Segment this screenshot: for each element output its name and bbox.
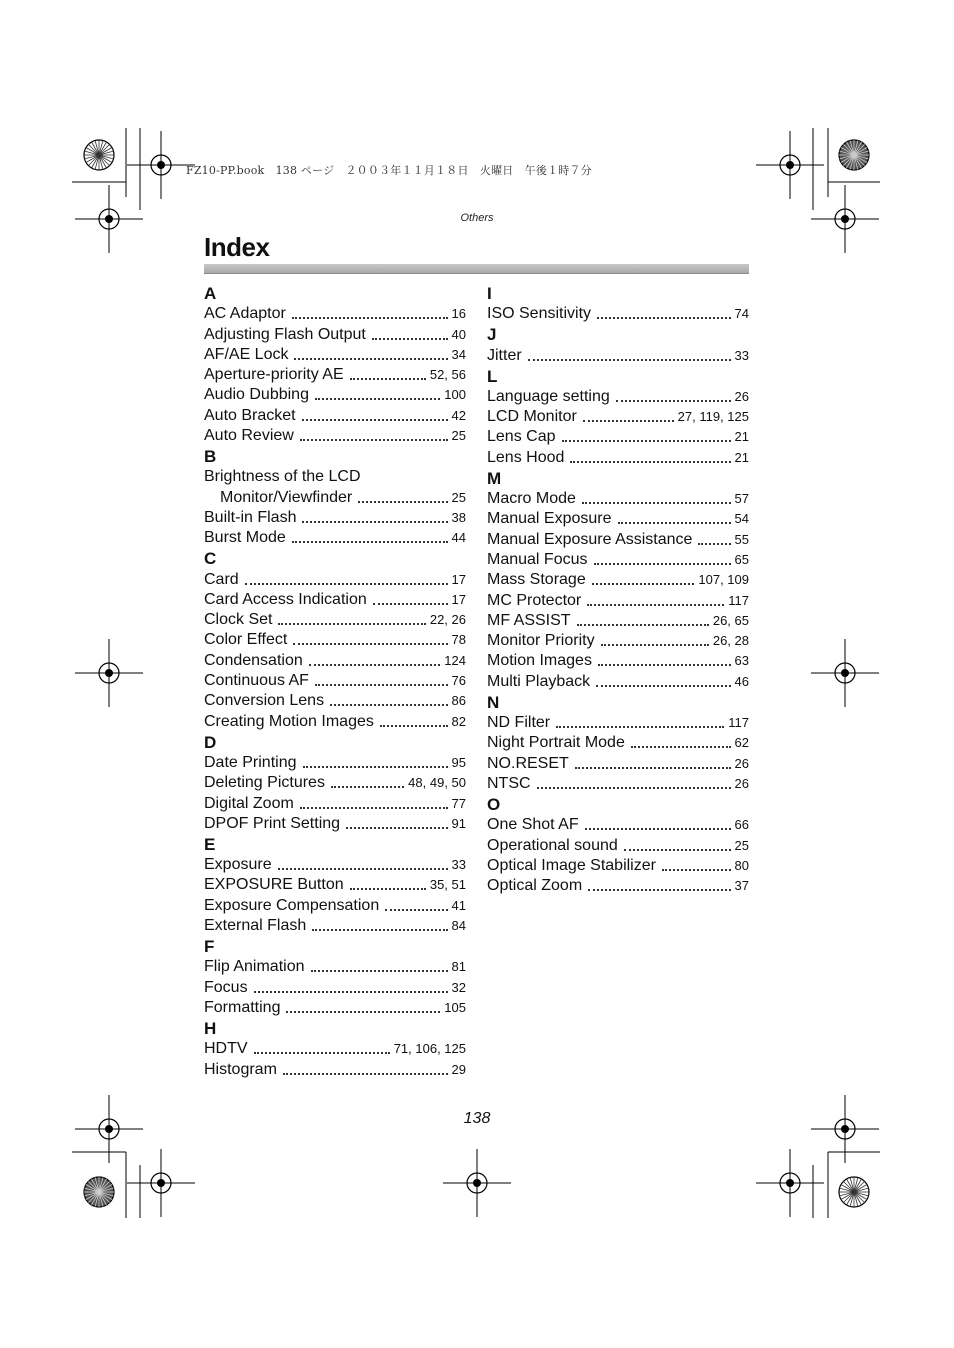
index-entry: [487, 550, 749, 570]
index-page-refs: 16: [451, 306, 466, 322]
index-entry: [487, 570, 749, 590]
dot-leader: [245, 583, 448, 585]
index-entry: [487, 713, 749, 733]
index-entry: [204, 365, 466, 385]
index-term: Optical Zoom: [487, 877, 583, 895]
dot-leader: [570, 461, 730, 463]
dot-leader: [303, 766, 448, 768]
index-page-refs: 48, 49, 50: [408, 775, 466, 791]
index-page-refs: 82: [451, 713, 466, 729]
index-letter-heading: B: [204, 447, 217, 467]
index-term: Monitor Priority: [487, 632, 595, 650]
index-page-refs: 26, 65: [712, 612, 749, 628]
index-entry: [204, 569, 466, 589]
dot-leader: [587, 604, 724, 606]
dot-leader: [254, 1052, 390, 1054]
index-page-refs: 62: [734, 735, 749, 751]
index-page-refs: 66: [734, 817, 749, 833]
index-page-refs: 105: [444, 999, 466, 1015]
index-entry: [204, 508, 466, 528]
dot-leader: [311, 970, 448, 972]
index-letter-heading: L: [487, 366, 498, 386]
index-term: NTSC: [487, 774, 531, 792]
index-page-refs: 34: [451, 346, 466, 362]
dot-leader: [286, 1011, 440, 1013]
index-term: Burst Mode: [204, 529, 286, 547]
index-entry: [487, 815, 749, 835]
index-entry: [204, 528, 466, 548]
index-entry: [204, 487, 466, 507]
index-page-refs: 65: [734, 551, 749, 567]
index-entry: [487, 489, 749, 509]
index-letter-heading: O: [487, 794, 501, 814]
color-rosette-icon: [84, 1177, 114, 1207]
index-entry: [204, 916, 466, 936]
dot-leader: [596, 685, 730, 687]
dot-leader: [330, 704, 447, 706]
index-page-refs: 71, 106, 125: [393, 1041, 466, 1057]
index-term: AC Adaptor: [204, 305, 286, 323]
dot-leader: [372, 338, 448, 340]
index-page-refs: 107, 109: [698, 572, 749, 588]
index-column-right: [487, 283, 749, 896]
dot-leader: [302, 419, 448, 421]
index-term: Conversion Lens: [204, 692, 325, 710]
index-entry: [204, 1059, 466, 1079]
index-letter-heading: H: [204, 1018, 217, 1038]
index-page-refs: 117: [728, 592, 749, 608]
dot-leader: [254, 991, 448, 993]
index-entry: [487, 611, 749, 631]
page-number: 138: [463, 1110, 491, 1127]
index-page-refs: 80: [734, 857, 749, 873]
dot-leader: [556, 726, 724, 728]
index-page-refs: 95: [451, 754, 466, 770]
dot-leader: [300, 807, 448, 809]
index-page-refs: 84: [451, 918, 466, 934]
index-entry: [204, 998, 466, 1018]
index-term: Color Effect: [204, 631, 288, 649]
dot-leader: [585, 828, 731, 830]
index-entry: [204, 650, 466, 670]
index-page-refs: 21: [734, 449, 749, 465]
index-entry: [204, 610, 466, 630]
index-term: Date Printing: [204, 753, 297, 771]
index-page-refs: 25: [734, 837, 749, 853]
index-term: Mass Storage: [487, 571, 586, 589]
dot-leader: [528, 359, 731, 361]
index-entry: [204, 467, 466, 487]
index-entry: [487, 631, 749, 651]
index-term: Aperture-priority AE: [204, 366, 344, 384]
index-entry: [487, 304, 749, 324]
index-page-refs: 26: [734, 755, 749, 771]
color-rosette-icon: [839, 140, 869, 170]
index-term: One Shot AF: [487, 816, 579, 834]
index-term: Auto Review: [204, 427, 294, 445]
index-term: External Flash: [204, 917, 307, 935]
index-page-refs: 100: [444, 387, 466, 403]
index-entry: [204, 793, 466, 813]
index-term: AF/AE Lock: [204, 345, 289, 363]
index-page-refs: 17: [451, 571, 466, 587]
index-entry: [487, 590, 749, 610]
index-entry: [487, 529, 749, 549]
index-term: Histogram: [204, 1060, 277, 1078]
dot-leader: [562, 440, 731, 442]
index-term: NO.RESET: [487, 754, 569, 772]
index-entry: [204, 324, 466, 344]
index-entry: [487, 733, 749, 753]
index-term: Built-in Flash: [204, 508, 297, 526]
index-entry: [487, 387, 749, 407]
index-page-refs: 81: [451, 959, 466, 975]
index-entry: [487, 345, 749, 365]
index-entry: [204, 385, 466, 405]
index-letter-heading: N: [487, 692, 500, 712]
index-entry: [204, 590, 466, 610]
index-term: Exposure: [204, 856, 272, 874]
index-page-refs: 55: [734, 531, 749, 547]
index-term: Formatting: [204, 998, 281, 1016]
index-letter-heading: D: [204, 732, 217, 752]
dot-leader: [592, 583, 695, 585]
index-entry: [204, 691, 466, 711]
index-term: Jitter: [487, 346, 522, 364]
dot-leader: [598, 664, 731, 666]
dot-leader: [300, 439, 448, 441]
index-page-refs: 22, 26: [429, 612, 466, 628]
color-rosette-icon: [84, 140, 114, 170]
dot-leader: [278, 623, 425, 625]
index-page-refs: 38: [451, 509, 466, 525]
index-entry: [487, 407, 749, 427]
dot-leader: [698, 543, 730, 545]
title-rule: [204, 264, 749, 274]
dot-leader: [662, 869, 731, 871]
index-page-refs: 21: [734, 429, 749, 445]
index-term: Creating Motion Images: [204, 712, 374, 730]
index-page-refs: 124: [444, 652, 466, 668]
index-term: Brightness of the LCD: [204, 468, 361, 486]
dot-leader: [309, 664, 441, 666]
index-page-refs: 74: [734, 306, 749, 322]
index-entry: [204, 1039, 466, 1059]
index-entry: [487, 671, 749, 691]
index-page-refs: 91: [451, 815, 466, 831]
dot-leader: [380, 725, 448, 727]
dot-leader: [588, 889, 730, 891]
dot-leader: [577, 624, 709, 626]
index-letter-heading: C: [204, 549, 217, 569]
index-term: Lens Cap: [487, 428, 556, 446]
dot-leader: [537, 787, 731, 789]
dot-leader: [358, 501, 447, 503]
index-entry: [487, 876, 749, 896]
dot-leader: [597, 317, 731, 319]
index-page-refs: 26: [734, 388, 749, 404]
dot-leader: [350, 378, 426, 380]
dot-leader: [294, 358, 447, 360]
dot-leader: [331, 786, 404, 788]
index-term: ISO Sensitivity: [487, 305, 592, 323]
index-letter-heading: M: [487, 468, 502, 488]
dot-leader: [292, 541, 448, 543]
color-rosette-icon: [839, 1177, 869, 1207]
dot-leader: [292, 317, 448, 319]
dot-leader: [575, 767, 731, 769]
index-entry: [204, 630, 466, 650]
dot-leader: [594, 563, 731, 565]
index-entry: [204, 304, 466, 324]
index-term: Focus: [204, 978, 248, 996]
index-term: Deleting Pictures: [204, 774, 325, 792]
index-letter-heading: A: [204, 284, 217, 303]
dot-leader: [373, 603, 448, 605]
dot-leader: [315, 398, 440, 400]
index-term: Exposure Compensation: [204, 896, 380, 914]
index-term: Auto Bracket: [204, 406, 296, 424]
index-entry: [204, 671, 466, 691]
index-term: Operational sound: [487, 836, 618, 854]
index-page-refs: 86: [451, 693, 466, 709]
index-entry: [487, 651, 749, 671]
index-page-refs: 54: [734, 511, 749, 527]
index-entry: [487, 447, 749, 467]
index-letter-heading: J: [487, 325, 497, 345]
index-page-refs: 76: [451, 673, 466, 689]
index-entry: [204, 345, 466, 365]
index-term: Flip Animation: [204, 958, 305, 976]
index-term: Card: [204, 570, 239, 588]
index-letter-heading: F: [204, 937, 215, 957]
index-term: DPOF Print Setting: [204, 814, 341, 832]
index-entry: [204, 855, 466, 875]
index-page-refs: 33: [734, 347, 749, 363]
index-term: Night Portrait Mode: [487, 734, 625, 752]
index-term: Language setting: [487, 387, 610, 405]
index-term: Multi Playback: [487, 672, 591, 690]
index-page-refs: 78: [451, 632, 466, 648]
index-term: Monitor/Viewfinder: [220, 488, 353, 506]
dot-leader: [601, 644, 709, 646]
index-letter-heading: I: [487, 284, 492, 303]
index-term: Motion Images: [487, 652, 592, 670]
index-term: Manual Exposure Assistance: [487, 530, 693, 548]
index-term: Macro Mode: [487, 490, 576, 508]
index-term: Digital Zoom: [204, 794, 294, 812]
index-page-refs: 52, 56: [429, 367, 466, 383]
index-entry: [204, 426, 466, 446]
dot-leader: [616, 400, 731, 402]
dot-leader: [582, 502, 731, 504]
index-page-refs: 117: [728, 715, 749, 731]
index-entry: [204, 895, 466, 915]
index-term: Lens Hood: [487, 448, 565, 466]
index-page-refs: 26: [734, 775, 749, 791]
index-term: HDTV: [204, 1040, 248, 1058]
index-entry: [487, 774, 749, 794]
index-page-refs: 29: [451, 1061, 466, 1077]
index-page-refs: 25: [451, 428, 466, 444]
print-file-info: FZ10-PP.book 138 ページ ２００３年１１月１８日 火曜日 午後１時７分: [186, 164, 592, 177]
page-title: Index: [204, 232, 270, 262]
index-page-refs: 40: [451, 326, 466, 342]
dot-leader: [618, 522, 731, 524]
index-term: Adjusting Flash Output: [204, 325, 366, 343]
index-term: Condensation: [204, 651, 303, 669]
index-term: Manual Exposure: [487, 510, 612, 528]
index-entry: [204, 977, 466, 997]
dot-leader: [302, 521, 447, 523]
index-term: MC Protector: [487, 591, 582, 609]
index-entry: [204, 773, 466, 793]
index-entry: [487, 856, 749, 876]
index-page-refs: 35, 51: [429, 877, 466, 893]
dot-leader: [293, 643, 447, 645]
index-term: LCD Monitor: [487, 408, 577, 426]
index-page-refs: 77: [451, 795, 466, 811]
index-page-refs: 42: [451, 407, 466, 423]
dot-leader: [346, 827, 447, 829]
index-page-refs: 27, 119, 125: [677, 409, 749, 425]
index-page-refs: 41: [451, 897, 466, 913]
index-column-left: [204, 283, 466, 1080]
index-page-refs: 32: [451, 979, 466, 995]
index-page-refs: 63: [734, 653, 749, 669]
index-page-refs: 46: [734, 673, 749, 689]
index-page-refs: 44: [451, 530, 466, 546]
index-entry: [204, 814, 466, 834]
index-entry: [204, 753, 466, 773]
index-page-refs: 17: [451, 591, 466, 607]
index-entry: [487, 753, 749, 773]
index-page-refs: 37: [734, 878, 749, 894]
index-term: ND Filter: [487, 714, 551, 732]
index-entry: [204, 711, 466, 731]
dot-leader: [315, 684, 448, 686]
index-entry: [487, 835, 749, 855]
index-page-refs: 33: [451, 857, 466, 873]
index-page-refs: 57: [734, 491, 749, 507]
index-entry: [204, 405, 466, 425]
index-term: MF ASSIST: [487, 611, 571, 629]
index-term: Audio Dubbing: [204, 386, 309, 404]
dot-leader: [312, 929, 447, 931]
index-entry: [487, 509, 749, 529]
index-term: Manual Focus: [487, 550, 588, 568]
index-term: Card Access Indication: [204, 590, 367, 608]
index-letter-heading: E: [204, 834, 216, 854]
index-entry: [204, 957, 466, 977]
dot-leader: [583, 420, 674, 422]
dot-leader: [350, 888, 426, 890]
index-term: Optical Image Stabilizer: [487, 856, 656, 874]
dot-leader: [283, 1073, 448, 1075]
dot-leader: [278, 868, 448, 870]
index-entry: [204, 875, 466, 895]
dot-leader: [624, 849, 731, 851]
dot-leader: [631, 746, 731, 748]
index-entry: [487, 427, 749, 447]
index-term: EXPOSURE Button: [204, 876, 344, 894]
index-page-refs: 25: [451, 489, 466, 505]
index-page-refs: 26, 28: [712, 633, 749, 649]
index-term: Continuous AF: [204, 672, 309, 690]
section-label: Others: [460, 212, 494, 224]
index-term: Clock Set: [204, 611, 273, 629]
dot-leader: [385, 909, 447, 911]
